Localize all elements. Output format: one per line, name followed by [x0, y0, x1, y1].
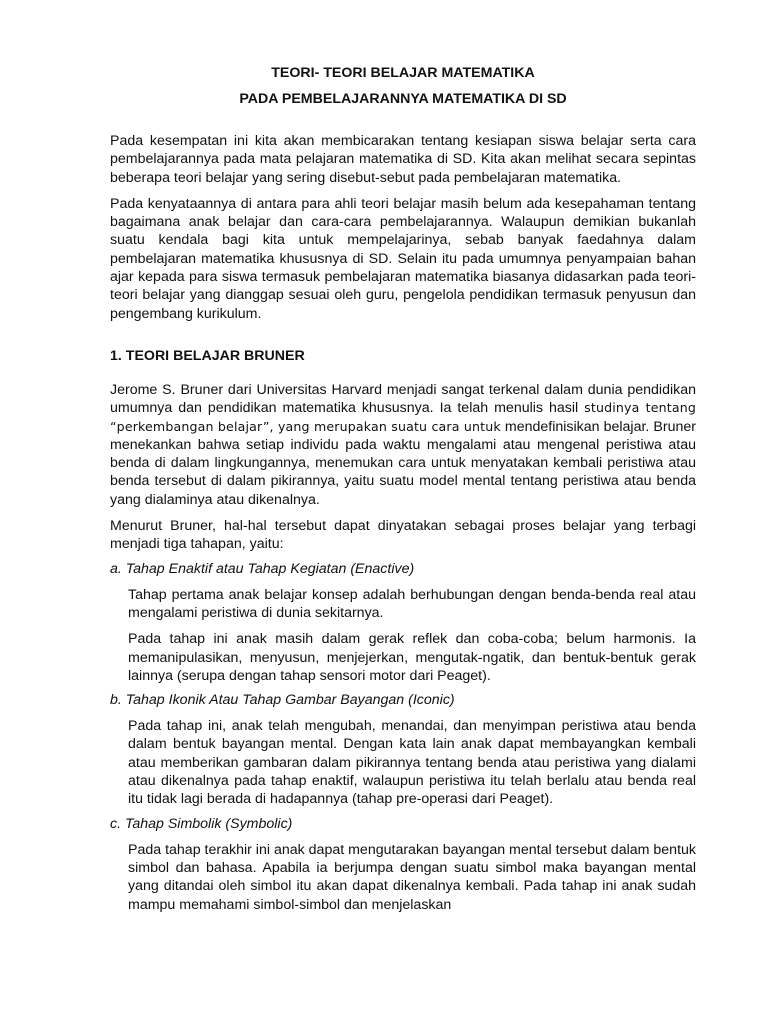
stage-a-paragraph-2: Pada tahap ini anak masih dalam gerak reflek dan coba-coba; belum harmonis. Ia memanipulasikan, menyusun, menjejerkan, mengutak-ngatik, dan bentuk-bentuk gerak lainnya (serupa dengan tahap sensori motor dari Peaget). [128, 631, 696, 684]
document-title: TEORI- TEORI BELAJAR MATEMATIKA [271, 65, 535, 81]
bruner-paragraph-1-part-2: studinya tentang “perkembangan belajar”, yang merupakan suatu cara untuk [110, 400, 697, 434]
bruner-paragraph-1-part-1: Jerome S. Bruner dari Universitas Harvard menjadi sangat terkenal dalam dunia pendidikan umumnya dan pendidikan matematika khususnya. Ia telah menulis hasil [110, 381, 696, 417]
bruner-paragraph-1 [110, 381, 696, 509]
stage-a-heading: a. Tahap Enaktif atau Tahap Kegiatan (Enactive) [110, 560, 415, 577]
intro-paragraph-2: Pada kenyataannya di antara para ahli teori belajar masih belum ada kesepahaman tentang bagaimana anak belajar dan cara-cara pembelajarannya. Walaupun demikian bukanlah suatu kendala bagi kita untuk mempelajarinya, sebab banyak faedahnya dalam pembelajaran matematika khususnya di SD. Selain itu pada umumnya penyampaian bahan ajar kepada para siswa termasuk pembelajaran matematika biasanya didasarkan pada teori-teori belajar yang dianggap sesuai oleh guru, pengelola pendidikan termasuk penyusun dan pengembang kurikulum. [110, 195, 696, 322]
bruner-paragraph-1-part-3: mendefinisikan belajar. Bruner menekankan bahwa setiap individu pada waktu mengalami atau mengenal peristiwa atau benda di dalam lingkungannya, menemukan cara untuk menyatakan kembali peristiwa atau benda tersebut di dalam pikirannya, yaitu suatu model mental tentang peristiwa atau benda yang dialaminya atau dikenalnya. [110, 418, 696, 508]
intro-paragraph-1: Pada kesempatan ini kita akan membicarakan tentang kesiapan siswa belajar serta cara pembelajarannya pada mata pelajaran matematika di SD. Kita akan melihat secara sepintas beberapa teori belajar yang sering disebut-sebut pada pembelajaran matematika. [110, 133, 696, 186]
stage-a-paragraph-1: Tahap pertama anak belajar konsep adalah berhubungan dengan benda-benda real atau mengalami peristiwa di dunia sekitarnya. [128, 586, 696, 621]
stage-c-paragraph-1: Pada tahap terakhir ini anak dapat mengutarakan bayangan mental tersebut dalam bentuk simbol dan bahasa. Apabila ia berjumpa dengan suatu simbol maka bayangan mental yang ditandai oleh simbol itu akan dapat dikenalnya kembali. Pada tahap ini anak sudah mampu memahami simbol-simbol dan menjelaskan [128, 841, 696, 913]
section-heading-bruner: 1. TEORI BELAJAR BRUNER [110, 347, 305, 364]
stage-c-heading: c. Tahap Simbolik (Symbolic) [110, 815, 293, 832]
document-subtitle: PADA PEMBELAJARANNYA MATEMATIKA DI SD [239, 91, 567, 107]
stage-b-heading: b. Tahap Ikonik Atau Tahap Gambar Bayangan (Iconic) [110, 692, 455, 709]
bruner-paragraph-2: Menurut Bruner, hal-hal tersebut dapat dinyatakan sebagai proses belajar yang terbagi menjadi tiga tahapan, yaitu: [110, 518, 696, 553]
stage-b-paragraph-1: Pada tahap ini, anak telah mengubah, menandai, dan menyimpan peristiwa atau benda dalam bentuk bayangan mental. Dengan kata lain anak dapat membayangkan kembali atau memberikan gambaran dalam pikirannya tentang benda atau peristiwa yang dialami atau dikenalnya pada tahap enaktif, walaupun peristiwa itu telah berlalu atau benda real itu tidak lagi berada di hadapannya (tahap pre-operasi dari Peaget). [128, 718, 696, 808]
